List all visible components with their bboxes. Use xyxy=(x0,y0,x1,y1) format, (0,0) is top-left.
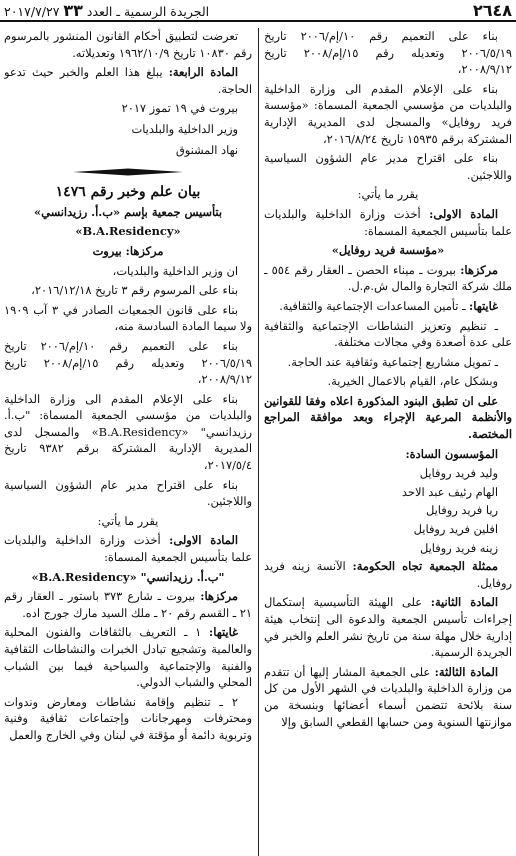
goals-item-1: ـ تأمين المساعدات الإجتماعية والثقافية. xyxy=(279,298,470,313)
notice-headquarters: مركزها: بيروت xyxy=(92,243,164,258)
recital-circular: بناء على التعميم رقم ١٠/إم/٢٠٠٦ تاريخ ٢٠٠٦/٥/١٩ وتعديله رقم ١٥/إم/٢٠٠٨ تاريخ ٢٠٠٨/٩/١٢، xyxy=(264,29,512,77)
founder-name: ريا فريد روفايل xyxy=(426,503,498,518)
notice-subtitle: بتأسيس جمعية بإسم «ب.أ. رزيدانسي» xyxy=(33,204,223,219)
recital-notification: بناء على الإعلام المقدم الى وزارة الداخلية والبلديات من مؤسسي الجمعية المسماة: "ب.أ. رزيدانسي" «B.A.Residency» والمسجل لدى المديرية الإدارية المشتركة برقم ٩٣٨٢ تاريخ ٢٠١٧/٥/٤، xyxy=(4,391,252,473)
article-4-label: المادة الرابعة: xyxy=(168,65,238,80)
left-column xyxy=(4,28,252,856)
representative-label: ممثلة الجمعية تجاه الحكومة: xyxy=(352,559,498,574)
government-representative xyxy=(264,558,512,591)
signature-name: نهاد المشنوق xyxy=(175,142,238,157)
recital-proposal: بناء على اقتراح مدير عام الشؤون السياسية واللاجئين. xyxy=(264,151,512,182)
signature-title: وزير الداخلية والبلديات xyxy=(131,121,238,136)
recital-proposal: بناء على اقتراح مدير عام الشؤون السياسية واللاجئين. xyxy=(4,477,252,509)
page-number: ٢٦٤٨ xyxy=(472,0,512,20)
goals-item-3: ـ تمويل مشاريع إجتماعية وثقافية عند الحاجة. xyxy=(287,354,498,369)
signature-date: بيروت في ١٩ تموز ٢٠١٧ xyxy=(121,101,238,116)
article-1 xyxy=(264,206,512,239)
founders-title: المؤسسون السادة: xyxy=(405,446,498,461)
article-2-text: على الهيئة التأسيسية إستكمال إجراءات تأسيس الجمعية والدعوة الى إنتخاب هيئة إدارية خلال مهلة سنة من تاريخ نشر العلم والخبر في الجريدة الرسمية. xyxy=(264,595,512,660)
goals-item-2: ـ تنظيم وتعزيز النشاطات الإجتماعية والثقافية على عدة أصعدة وفي مجالات مختلفة. xyxy=(264,318,512,350)
association-name: «مؤسسة فريد روفايل» xyxy=(331,243,445,258)
goals-item-1: ١ ـ التعريف بالثقافات والفنون المحلية والعالمية وتشجيع تبادل الخبرات والنشاطات الثقافية والفنية والإجتماعية والسياحية فيما بين الشباب المحلي والشباب الدولي. xyxy=(4,625,252,690)
goals-label: غايتها: xyxy=(469,298,498,313)
representative-text: الآنسة زينه فريد روفايل. xyxy=(264,559,512,590)
gazette-title xyxy=(4,1,209,20)
decree-heading: يقرر ما يأتي: xyxy=(357,187,419,202)
section-separator xyxy=(4,168,252,176)
article-2 xyxy=(264,594,512,660)
article-4-text: يبلغ هذا العلم والخبر حيث تدعو الحاجة. xyxy=(4,65,252,96)
headquarters-label: مركزها: xyxy=(200,589,239,604)
article-3-label: المادة الثالثة: xyxy=(434,664,498,679)
recital-decree: بناء على المرسوم رقم ٣ تاريخ ٢٠١٦/١٢/١٨، xyxy=(31,283,238,298)
gazette-name: الجريدة الرسمية ـ العدد xyxy=(86,3,210,19)
article-1-label: المادة الاولى: xyxy=(429,206,498,221)
founders-list xyxy=(264,465,512,556)
founder-name: زينه فريد روفايل xyxy=(419,540,498,555)
decree-heading: يقرر ما يأتي: xyxy=(97,513,159,528)
notice-latin-name: «B.A.Residency» xyxy=(75,224,181,239)
condition-clause: على ان تطبق البنود المذكورة اعلاه وفقا للقوانين والأنظمة المرعية الإجراء وبعد موافقة المراجع المختصة. xyxy=(264,393,512,442)
article-1-label: المادة الاولى: xyxy=(169,533,238,548)
article-4 xyxy=(4,64,252,97)
founder-name: الهام رئيف عبد الاحد xyxy=(401,484,498,499)
article-1-text: أخذت وزارة الداخلية والبلديات علما بتأسيس الجمعية المسماة: xyxy=(264,206,512,238)
goals-item-2: ٢ ـ تنظيم وإقامة نشاطات ومعارض وندوات ومحترفات ومهرجانات وإجتماعات ثقافية وفنية وتربوية دائمة أو مؤقتة في لبنان وفي الخارج والعمل xyxy=(4,694,252,742)
founder-name: افلين فريد روفايل xyxy=(413,522,498,537)
headquarters-label: مركزها: xyxy=(460,262,498,277)
article-1 xyxy=(4,532,252,565)
recital-law: بناء على قانون الجمعيات الصادر في ٣ آب ١٩٠٩ ولا سيما المادة السادسة منه، xyxy=(4,302,252,334)
continuation-text: تعرضت لتطبيق أحكام القانون المنشور بالمرسوم رقم ١٠٨٣٠ تاريخ ١٩٦٢/١٠/٩ وتعديلاته. xyxy=(4,29,252,60)
article-2-label: المادة الثانية: xyxy=(430,595,498,610)
separator-diamond-rule xyxy=(73,168,183,176)
goals-item-4: وبشكل عام، القيام بالاعمال الخيرية. xyxy=(327,374,498,389)
article-3 xyxy=(264,664,512,730)
goals-label: غايتها: xyxy=(209,625,238,640)
headquarters xyxy=(4,588,252,621)
association-name: "ب.أ. رزيدانسي" «B.A.Residency» xyxy=(31,569,225,584)
recital-notification: بناء على الإعلام المقدم الى وزارة الداخلية والبلديات من مؤسسي الجمعية المسماة: «مؤسسة فريد روفايل» والمسجل لدى المديرية الإدارية المشتركة برقم ١٥٩٣٥ تاريخ ٢٠١٦/٨/٢٤، xyxy=(264,81,512,146)
column-divider xyxy=(258,28,259,856)
goals xyxy=(264,298,512,315)
page-header xyxy=(0,0,516,22)
recital-minister: ان وزير الداخلية والبلديات، xyxy=(112,263,238,278)
headquarters xyxy=(264,262,512,295)
article-3-text: على الجمعية المشار إليها أن تتقدم من وزارة الداخلية والبلديات في الشهر الأول من كل سنة بلائحة تتضمن أسماء أعضائها وبنسخة من موازنتها السنوية ومن حسابها القطعي السابق وإلا xyxy=(264,664,512,729)
goals xyxy=(4,624,252,690)
signature-block xyxy=(4,100,252,158)
issue-date: ٢٠١٧/٧/٢٧ xyxy=(4,3,60,19)
notice-title: بيان علم وخبر رقم ١٤٧٦ xyxy=(55,184,201,201)
article-1-text: أخذت وزارة الداخلية والبلديات علما بتأسيس الجمعية المسماة: xyxy=(4,533,252,565)
headquarters-text: بيروت ـ شارع ٣٧٣ باستور ـ العقار رقم ٢١ ـ القسم رقم ٢٠ ـ ملك السيد مارك جورج اده. xyxy=(4,589,252,620)
right-column xyxy=(264,28,512,856)
issue-number: ٣٣ xyxy=(63,0,83,20)
headquarters-text: بيروت ـ ميناء الحصن ـ العقار رقم ٥٥٤ ـ ملك شركة التجارة والمال ش.م.ل. xyxy=(264,262,512,294)
founder-name: وليد فريد روفايل xyxy=(419,466,498,481)
recital-circular: بناء على التعميم رقم ١٠/إم/٢٠٠٦ تاريخ ٢٠٠٦/٥/١٩ وتعديله رقم ١٥/إم/٢٠٠٨ تاريخ ٢٠٠٨/٩/١٢، xyxy=(4,338,252,387)
